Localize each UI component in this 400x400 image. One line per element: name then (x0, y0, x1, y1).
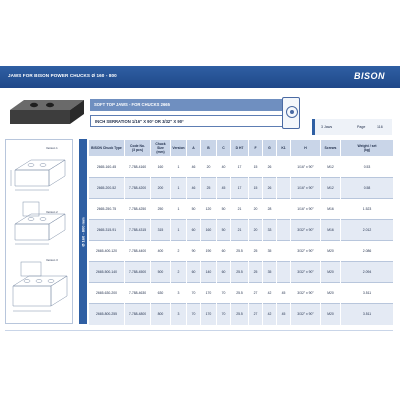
serration-text: INCH SERRATION 1/16" X 90° OR 3/32" X 90° (95, 119, 184, 124)
version-1-label: Version 1 (46, 146, 58, 150)
table-cell: 7-788-4500 (125, 262, 151, 283)
table-cell: 120 (201, 199, 217, 220)
table-cell: 20 (201, 157, 217, 178)
table-cell: 20 (249, 220, 263, 241)
table-cell: 2.094 (341, 262, 394, 283)
table-cell: 60 (187, 220, 201, 241)
table-cell: 7-788-4160 (125, 157, 151, 178)
size-range-tag (79, 139, 87, 324)
size-range-text: Ø 160 - 800 mm (80, 216, 86, 247)
table-cell: 140 (201, 262, 217, 283)
title-bar (0, 66, 400, 88)
col-header-k1: K1 (277, 140, 291, 157)
technical-drawings (5, 139, 73, 324)
version-1-drawing (9, 152, 71, 196)
table-cell: 1/16" x 90° (291, 157, 321, 178)
section-info-title: SOFT TOP JAWS - FOR CHUCKS 2665 (94, 102, 170, 107)
table-cell: 60 (217, 241, 231, 262)
table-cell: M20 (321, 241, 341, 262)
col-header-f: F (249, 140, 263, 157)
page-title: JAWS FOR BISON POWER CHUCKS Ø 160 - 800 (8, 73, 117, 78)
table-cell: 2665-315-91 (89, 220, 125, 241)
table-cell: 42 (263, 304, 277, 325)
table-cell: 60 (217, 262, 231, 283)
table-cell: 400 (151, 241, 171, 262)
table-cell: 35 (263, 241, 277, 262)
table-cell: 3/32" x 90° (291, 283, 321, 304)
table-cell: 15 (249, 157, 263, 178)
col-header-h: H (291, 140, 321, 157)
table-cell: 45 (277, 283, 291, 304)
col-header-a: A (187, 140, 201, 157)
col-header-d: D H7 (231, 140, 249, 157)
table-cell: 1 (171, 199, 187, 220)
table-row (89, 199, 394, 220)
table-row (89, 157, 394, 178)
table-cell: 2 (171, 262, 187, 283)
table-cell: 630 (151, 283, 171, 304)
table-cell: 25.5 (231, 262, 249, 283)
table-cell (277, 262, 291, 283)
table-cell: 46 (187, 178, 201, 199)
table-cell: 17 (231, 178, 249, 199)
table-cell: 7-788-4250 (125, 199, 151, 220)
table-cell: M20 (321, 304, 341, 325)
table-cell: 21 (231, 220, 249, 241)
page-label: Page (357, 125, 366, 129)
table-cell: 3 (171, 304, 187, 325)
table-cell: 25.5 (231, 283, 249, 304)
table-cell: 7-788-4315 (125, 220, 151, 241)
table-cell: 0.58 (341, 178, 394, 199)
table-row (89, 178, 394, 199)
table-cell: 170 (201, 304, 217, 325)
col-header-size: Chuck Size (mm) (151, 140, 171, 157)
table-cell: 7-788-4800 (125, 304, 151, 325)
table-cell: 3.511 (341, 283, 394, 304)
table-cell: 7-788-4630 (125, 283, 151, 304)
logo-text: BISON (354, 71, 386, 81)
table-cell: 3 (171, 283, 187, 304)
table-cell: 3/32" x 90° (291, 241, 321, 262)
table-cell (277, 178, 291, 199)
table-cell: 7-788-4200 (125, 178, 151, 199)
table-cell: 25.5 (231, 241, 249, 262)
table-cell: 250 (151, 199, 171, 220)
table-cell: 160 (151, 157, 171, 178)
table-cell: 25 (249, 241, 263, 262)
table-cell: 160 (201, 220, 217, 241)
table-cell: M12 (321, 178, 341, 199)
table-cell: 46 (187, 157, 201, 178)
table-row (89, 220, 394, 241)
section-info-bar (90, 99, 298, 111)
col-header-c: C (217, 140, 231, 157)
table-cell: M16 (321, 220, 341, 241)
col-header-version: Version (171, 140, 187, 157)
table-cell: 70 (217, 283, 231, 304)
table-cell: 315 (151, 220, 171, 241)
table-cell: 26 (263, 178, 277, 199)
table-cell: 1/16" x 90° (291, 178, 321, 199)
table-cell: 27 (249, 283, 263, 304)
table-cell: 1 (171, 178, 187, 199)
table-cell: 17 (231, 157, 249, 178)
table-cell: 800 (151, 304, 171, 325)
table-cell: 190 (201, 241, 217, 262)
table-cell: 20 (249, 199, 263, 220)
table-cell: M16 (321, 199, 341, 220)
table-cell: 2.012 (341, 220, 394, 241)
table-cell: M20 (321, 283, 341, 304)
table-cell: 2665-630-200 (89, 283, 125, 304)
col-header-b: B (201, 140, 217, 157)
table-cell (277, 157, 291, 178)
version-3-label: Version 3 (46, 258, 58, 262)
table-cell: M20 (321, 262, 341, 283)
table-cell: 25 (249, 262, 263, 283)
table-cell: 27 (249, 304, 263, 325)
soft-top-jaw-image (8, 96, 90, 128)
table-cell: 2.086 (341, 241, 394, 262)
col-header-code: Code No. (3 pcs) (125, 140, 151, 157)
table-cell: 25.5 (231, 304, 249, 325)
table-cell: 15 (249, 178, 263, 199)
col-header-weight: Weight / set (kg) (341, 140, 394, 157)
table-cell: 170 (201, 283, 217, 304)
table-cell: 7-788-4400 (125, 241, 151, 262)
table-cell: 28 (263, 199, 277, 220)
table-cell: 42 (263, 283, 277, 304)
table-cell: 60 (187, 262, 201, 283)
table-cell: 45 (217, 178, 231, 199)
page-number: 116 (377, 125, 383, 129)
col-header-chuck-type: BISON Chuck Type (89, 140, 125, 157)
table-cell: 2 (171, 241, 187, 262)
table-cell: 40 (217, 157, 231, 178)
footer-divider (5, 330, 393, 331)
table-cell (277, 220, 291, 241)
table-cell: 500 (151, 262, 171, 283)
table-cell: 1 (171, 220, 187, 241)
bison-logo (354, 71, 390, 83)
table-cell: 70 (217, 304, 231, 325)
table-cell: 3/32" x 90° (291, 220, 321, 241)
table-row (89, 262, 394, 283)
table-cell: 21 (231, 199, 249, 220)
table-cell: 1 (171, 157, 187, 178)
jaws-spec-table (88, 139, 394, 325)
table-cell: 0.53 (341, 157, 394, 178)
table-cell: 26 (263, 157, 277, 178)
serration-box (90, 115, 298, 127)
table-cell: 1.523 (341, 199, 394, 220)
table-cell: 25 (201, 178, 217, 199)
table-cell: 33 (263, 220, 277, 241)
table-cell: 3/32" x 90° (291, 262, 321, 283)
table-cell: 50 (217, 199, 231, 220)
table-cell: 2665-400-120 (89, 241, 125, 262)
version-2-label: Version 2 (46, 210, 58, 214)
version-3-drawing (9, 256, 71, 318)
table-cell: 2665-250-75 (89, 199, 125, 220)
jaws-count: 3 Jaws (321, 125, 333, 129)
table-cell: 45 (277, 304, 291, 325)
col-header-screws: Screws (321, 140, 341, 157)
table-cell: 2665-160-45 (89, 157, 125, 178)
table-cell: 70 (187, 304, 201, 325)
table-cell: 50 (217, 220, 231, 241)
table-cell: 1/16" x 90° (291, 199, 321, 220)
table-cell: 2665-500-140 (89, 262, 125, 283)
table-cell (277, 199, 291, 220)
table-cell: 50 (187, 199, 201, 220)
table-cell: 35 (263, 262, 277, 283)
table-cell: 2665-200-52 (89, 178, 125, 199)
table-row (89, 304, 394, 325)
col-header-g: G (263, 140, 277, 157)
table-cell: 70 (187, 283, 201, 304)
table-row (89, 283, 394, 304)
table-cell: 200 (151, 178, 171, 199)
badge-icon (286, 106, 298, 118)
table-cell: 3.511 (341, 304, 394, 325)
quality-badge (282, 97, 300, 129)
table-cell: 3/32" x 90° (291, 304, 321, 325)
version-2-drawing (9, 200, 71, 250)
table-cell: 2665-800-255 (89, 304, 125, 325)
page-meta (312, 119, 392, 135)
table-cell: M12 (321, 157, 341, 178)
table-row (89, 241, 394, 262)
table-cell (277, 241, 291, 262)
table-header-row (89, 140, 394, 157)
table-cell: 90 (187, 241, 201, 262)
